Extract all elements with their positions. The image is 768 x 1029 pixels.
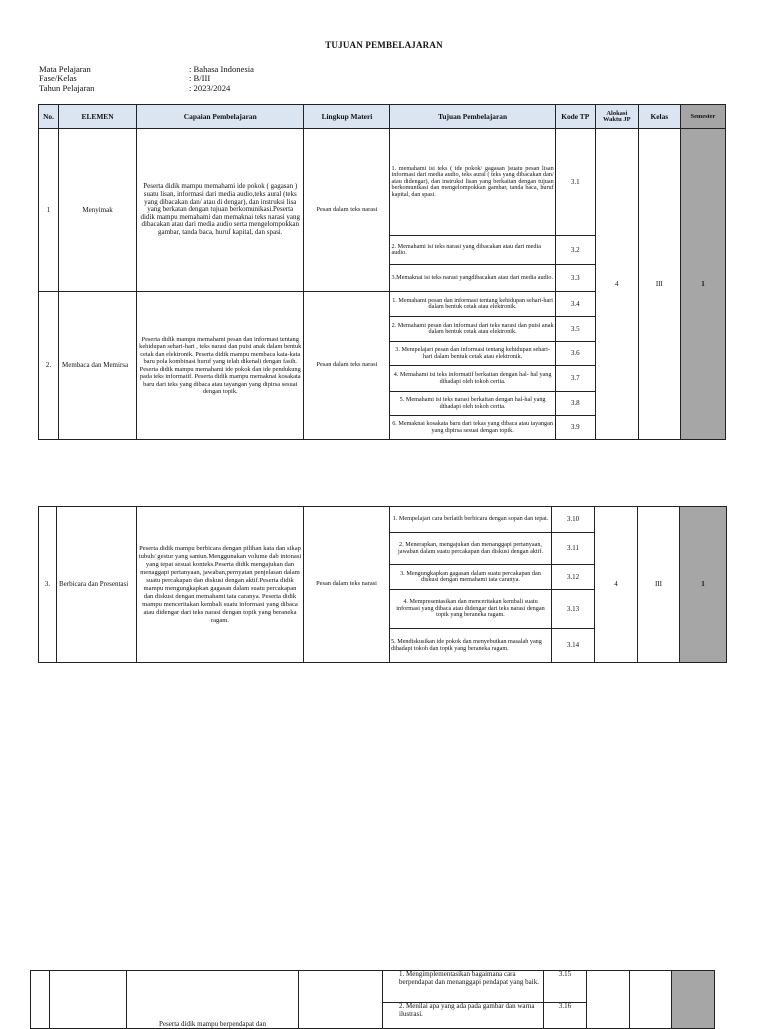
table-header-row [39,105,726,129]
objective-code: 3.6 [555,342,595,366]
meta-label: Fase/Kelas [39,73,77,84]
class-value: III [638,507,680,663]
objective-code: 3.2 [555,236,595,265]
learning-objectives-table-3 [30,970,715,1029]
objective-code: 3.11 [552,533,595,565]
learning-objectives-table-2 [38,506,727,663]
learning-outcome: Peserta didik mampu memahami ide pokok ( gagasan ) suatu lisan, informasi dari media audio,teks aural (teks yang dibacakan dan/ atau di dengar), dan instruksi lisa yang berkatan dengan tujuan berkomunikasi.Peserta didik mampu memahami dan memaknai teks narasi yang dibacakan atau dari media audio serta mengelompokkan gambar, tanda baca, huruf kapital, dan spasi. [137,129,304,292]
header-no: No. [39,105,59,129]
objective-code: 3.4 [555,292,595,317]
objective-code: 3.3 [555,265,595,292]
objective-code: 3.8 [555,392,595,416]
objective-text: 6. Memaknai kosakata baru dari tekas yang dibaca atau tayangan yang dipirsa sesuai dengan topik. [390,416,555,440]
time-allocation [587,971,630,1029]
learning-outcome [127,971,299,1029]
learning-outcome-text: Peserta didik mampu berpendapat dan [159,1019,266,1028]
semester-value: 1 [680,507,727,663]
page-title: TUJUAN PEMBELAJARAN [325,40,443,50]
objective-text: 1. Mempelajari cara berlatih berbicara dengan sopan dan tepat. [390,507,552,533]
header-kelas: Kelas [638,105,680,129]
header-alokasi: Alokasi Waktu JP [595,105,638,129]
objective-text: 2. Memahami isi teks narasi yang dibacakan atau dari media audio. [390,236,555,265]
meta-label: Mata Pelajaran [39,64,91,74]
class-value [630,971,672,1029]
objective-text: 3.Memaknai isi teks narasi yangdibacakan atau dari media audio. [390,265,555,292]
objective-text: 5. Mendiskusikan ide pokok dan menyebutkan masalah yang dihadapi tokoh dan topik yang beraneka ragam. [390,629,552,663]
objective-text: 1. Mengimplementasikan bagaimana cara berpendapat dan menanggapi pendapat yang baik. [383,971,544,1003]
learning-objectives-table-1 [38,104,726,440]
element-name: Membaca dan Memirsa [59,292,137,440]
objective-code: 3.10 [552,507,595,533]
objective-code: 3.12 [552,565,595,590]
row-number [31,971,50,1029]
objective-text: 4. Mempresentasikan dan menceritakan kembali suatu informasi yang dibaca atau didengar dari teks narasi dengan topik yang beraneka ragam. [390,590,552,629]
time-allocation: 4 [595,129,638,440]
header-kode: Kode TP [555,105,595,129]
objective-text: 1. Memahami pesan dan informasi tentang kehidupan sehari-hari dalam bentuk cetak atau elektronik. [390,292,555,317]
material-scope: Pesan dalam teks narasi [304,292,390,440]
table-row [39,507,727,533]
header-capaian: Capaian Pembelajaran [137,105,304,129]
semester-value [672,971,715,1029]
row-number: 1 [39,129,59,292]
objective-text: 2. Menilai apa yang ada pada gambar dan warna ilustrasi. [383,1003,544,1029]
header-lingkup: Lingkup Materi [304,105,390,129]
element-name: Berbicara dan Presentasi [57,507,137,663]
objective-code: 3.13 [552,590,595,629]
material-scope [299,971,383,1029]
material-scope: Pesan dalam teks narasi [304,507,390,663]
row-number: 3. [39,507,57,663]
objective-code: 3.16 [544,1003,587,1029]
objective-text: 3. Mengungkapkan gagasan dalam suatu percakapan dan diskusi dengan memahami tata caranya. [390,565,552,590]
objective-code: 3.7 [555,366,595,392]
header-tujuan: Tujuan Pembelajaran [390,105,555,129]
objective-text: 2. Menerapkan, mengajukan dan menanggapi pertanyaan, jawaban dalam suatu percakapan dan diskusi dengan aktif. [390,533,552,565]
objective-text: 2. Memahami pesan dan informasi dari teks narasi dan puisi anak dalam bentuk cetak atau elektronik. [390,317,555,342]
element-name [50,971,127,1029]
element-name: Menyimak [59,129,137,292]
table-row [31,971,715,1003]
meta-label: Tahun Pelajaran [39,82,95,93]
objective-text: 1. memahami isi teks ( ide pokok/ gagasan )suatu pesan lisan informasi dari media audio, teks aural ( teks yang dibacakan dan/ atau didengar), dan instruksi lisan yang berkaitan dengan tujuan berkomunikasi dan mengelompokkan gambar, tanda baca, huruf kapital, dan spasi. [390,129,555,236]
header-semester: Semester [680,105,725,129]
material-scope: Pesan dalam teks narasi [304,129,390,292]
meta-value: : 2023/2024 [189,82,231,93]
objective-text: 5. Memahami isi teks narasi berkaitan dengan hal-hal yang dihadapi oleh tokoh cerita. [390,392,555,416]
row-number: 2. [39,292,59,440]
class-value: III [638,129,680,440]
objective-text: 3. Mempelajari pesan dan informasi tentang kehidupan sehari-hari dalam bentuk cetak atau elektronik. [390,342,555,366]
objective-code: 3.1 [555,129,595,236]
header-elemen: ELEMEN [59,105,137,129]
objective-text: 4. Memahami isi teks informatif berkaitan dengan hal- hal yang dihadapi oleh tokoh cerita. [390,366,555,392]
objective-code: 3.9 [555,416,595,440]
objective-code: 3.14 [552,629,595,663]
learning-outcome: Peserta didik mampu memahami pesan dan informasi tentang kehidupan sehari-hari , teks narasi dan puisi anak dalam bentuk cetak dan elektronik. Peserta didik mampu membaca kata-kata baru pola kombinasi huruf yang telah dikenali dengan fasih. Peserta didik mampu memahami ide pokok dan ide pendukung pada teks informatif. Peserta didik mampu memaknai kosakata baru dari teks yang dibaca atau tayangan yang dipirsa sesuai dengan topik. [137,292,304,440]
semester-value: 1 [680,129,725,440]
time-allocation: 4 [595,507,638,663]
objective-code: 3.15 [544,971,587,1003]
learning-outcome: Peserta didik mampu berbicara dengan pilihan kata dan sikap tubuh/ gestur yang santun.Menggunakan volume dab intonasi yang tepat sesuai konteks.Peserta didik mengajukan dan menaggapi pertanyaan, jawaban,pernyatan penjelasan dalam suatu percakapan dan diskusi dengan aktif.Peserta didik mampu mengungkapkan gagasan dalam suatu percakapan dan diskusi dengan memahami tata caranya. Peserta didik mampu menceritakan kembali suatu informasi yang dibaca atau didengar dari teks narasi dengan topik yang beraneka ragam. [137,507,304,663]
objective-code: 3.5 [555,317,595,342]
meta-value: : B/III [189,73,211,84]
meta-value: : Bahasa Indonesia [189,64,254,74]
table-row [39,129,726,236]
